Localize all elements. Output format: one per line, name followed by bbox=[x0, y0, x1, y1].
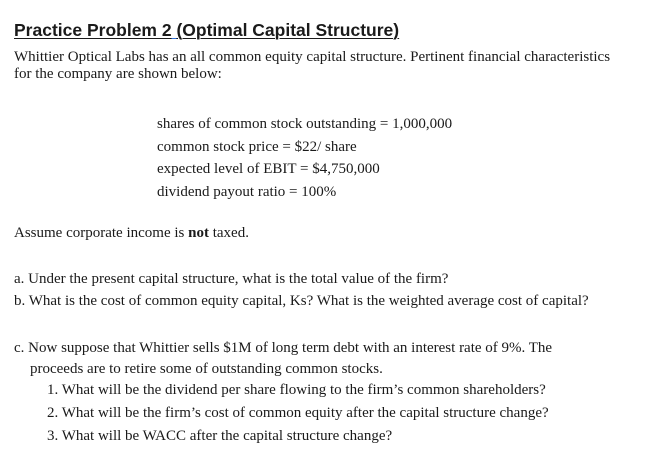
page-title bbox=[14, 20, 399, 41]
question-c-line1: c. Now suppose that Whittier sells $1M of long term debt with an interest rate of 9%. The bbox=[14, 340, 553, 356]
question-c-sub-2: 2. What will be the firm’s cost of common equity after the capital structure change? bbox=[47, 405, 549, 421]
title-subtitle: (Optimal Capital Structure) bbox=[176, 20, 400, 40]
question-c-line2: proceeds are to retire some of outstanding common stocks. bbox=[30, 361, 383, 377]
question-a: a. Under the present capital structure, what is the total value of the firm? bbox=[14, 271, 449, 287]
fact-ebit: expected level of EBIT = $4,750,000 bbox=[157, 161, 380, 177]
fact-stock-price: common stock price = $22/ share bbox=[157, 138, 357, 155]
note-before: Assume corporate income is bbox=[14, 225, 189, 241]
fact-payout-ratio: dividend payout ratio = 100% bbox=[157, 183, 337, 200]
question-c-sub-3: 3. What will be WACC after the capital structure change? bbox=[47, 428, 393, 444]
intro-paragraph: Whittier Optical Labs has an all common equity capital structure. Pertinent financial characteristics for the company are shown below: bbox=[14, 49, 611, 82]
note-after: taxed. bbox=[208, 225, 249, 241]
fact-shares-outstanding: shares of common stock outstanding = 1,000,000 bbox=[157, 116, 453, 132]
tax-assumption-note bbox=[14, 225, 249, 242]
question-c-sub-1: 1. What will be the dividend per share flowing to the firm’s common shareholders? bbox=[47, 382, 546, 398]
note-bold: not bbox=[188, 225, 209, 241]
question-b: b. What is the cost of common equity capital, Ks? What is the weighted average cost of capital? bbox=[14, 293, 589, 309]
question-c bbox=[14, 338, 552, 380]
financial-facts-list bbox=[157, 113, 452, 203]
title-main: Practice Problem 2 bbox=[14, 20, 172, 40]
